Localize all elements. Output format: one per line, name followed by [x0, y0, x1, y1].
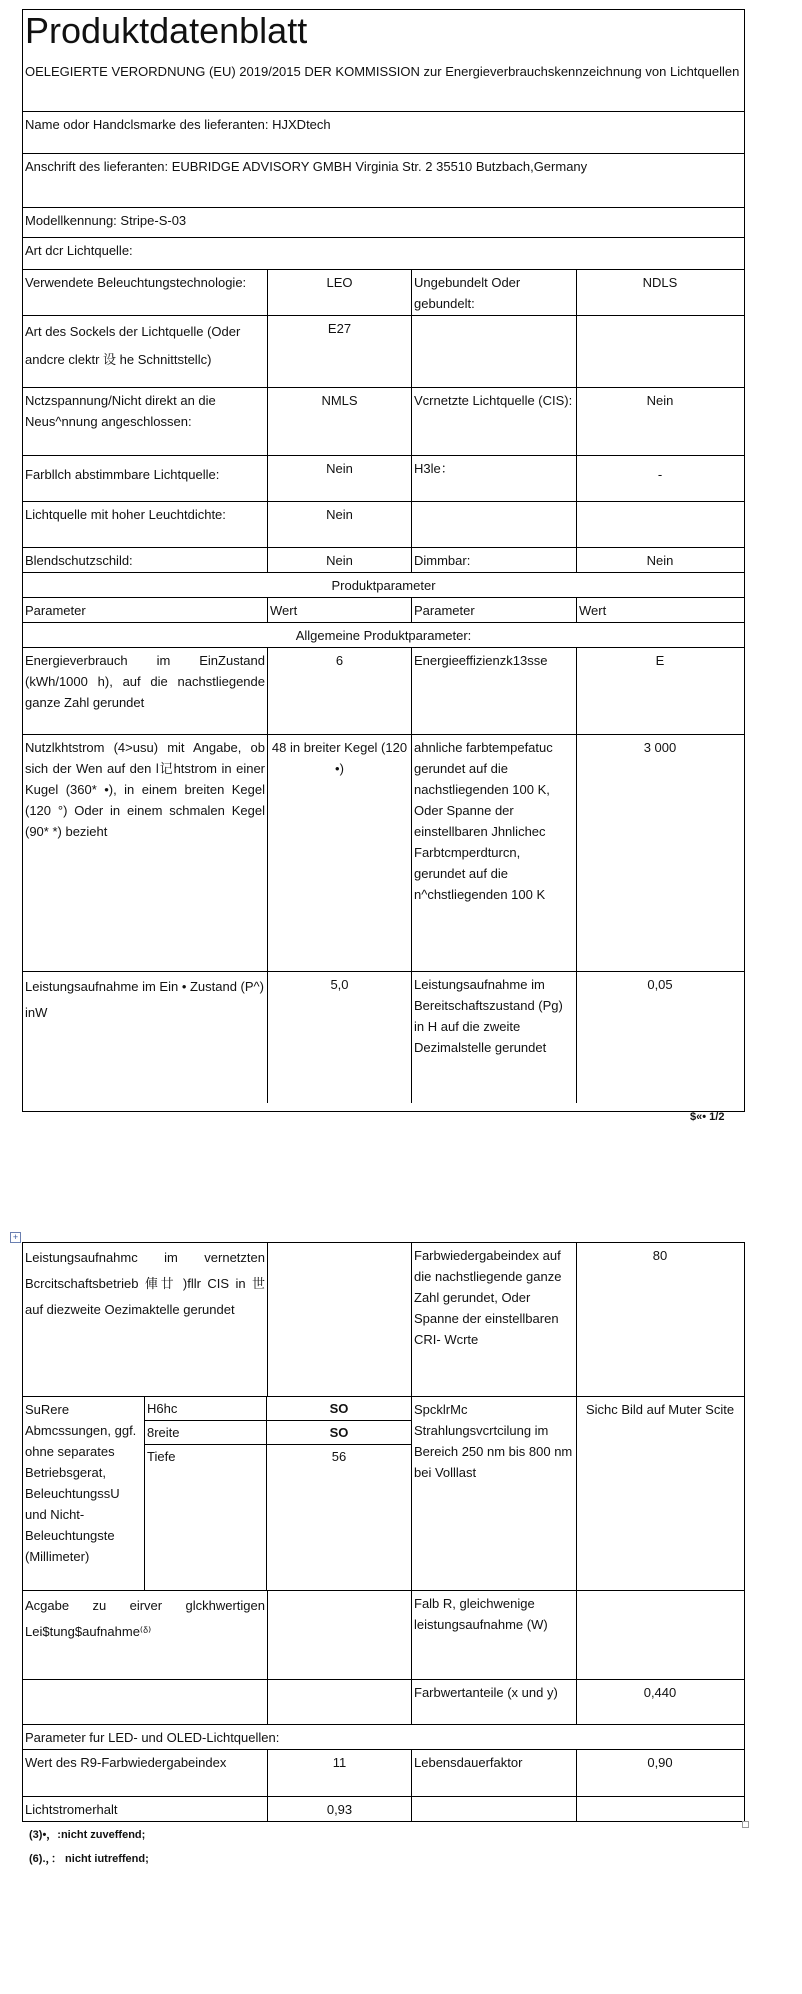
footnote-3: (3)•，:nicht zuveffend; [29, 1829, 146, 1841]
param-label: Energieeffizienzk13sse [412, 648, 577, 734]
param-label: Ungebundelt Oder gebundelt: [412, 270, 577, 315]
param-label: Art des Sockels der Lichtquelle (Oder andcre clektr 设 he Schnittstellc) [23, 316, 268, 387]
param-value: Nein [646, 553, 674, 568]
section-header-row [23, 622, 744, 647]
param-label [412, 1797, 577, 1821]
param-value [577, 1591, 743, 1679]
datasheet-page-2 [22, 1242, 745, 1822]
dim-label: 8reite [145, 1421, 267, 1444]
dim-value: SO [329, 1401, 349, 1416]
param-value: 5,0 [268, 972, 412, 1103]
param-label [412, 316, 577, 387]
section-led-params: Parameter fur LED- und OLED-Lichtquellen: [25, 1730, 280, 1745]
table-resize-handle[interactable] [742, 1821, 749, 1828]
param-value [577, 502, 743, 547]
table-row [23, 1796, 744, 1821]
param-value: 0,93 [268, 1797, 412, 1821]
move-anchor-icon[interactable]: + [10, 1232, 21, 1243]
param-value: 0,05 [647, 977, 673, 992]
param-value: 3 000 [643, 740, 677, 755]
table-row [23, 547, 744, 572]
title-row [23, 10, 744, 53]
param-label: Farbwiedergabeindex auf die nachstliegende ganze Zahl gerundet, Oder Spanne der einstellbaren CRI- Wcrte [412, 1243, 577, 1396]
param-value: E27 [268, 316, 412, 387]
table-row [23, 734, 744, 971]
page-title: Produktdatenblatt [25, 10, 308, 51]
param-value: Nein [268, 548, 412, 572]
section-produktparameter: Produktparameter [331, 578, 436, 593]
subtitle-row [23, 53, 744, 111]
footnote-6: (6).，： nicht iutreffend; [29, 1853, 149, 1865]
param-value [268, 1591, 412, 1679]
column-header-parameter: Parameter [412, 598, 577, 622]
table-row [23, 971, 744, 1103]
param-label: Lichtquelle mit hoher Leuchtdichte: [23, 502, 268, 547]
param-label: Falb R, gleichwenige leistungsaufnahme (W) [412, 1591, 577, 1679]
supplier-name-row [23, 111, 744, 153]
supplier-address: Anschrift des lieferanten: EUBRIDGE ADVISORY GMBH Virginia Str. 2 35510 Butzbach,Germany [25, 159, 588, 174]
param-value [268, 1243, 412, 1396]
param-label: Leistungsaufnahmc im vernetzten Bcrcitschaftsbetrieb 俥廿 )fllr CIS in 世 auf diezweite Oezimaktelle gerundet [23, 1243, 268, 1396]
param-value: 6 [268, 648, 412, 734]
dim-label: H6hc [145, 1397, 267, 1420]
supplier-address-row [23, 153, 744, 207]
dimensions-values [145, 1397, 412, 1590]
table-row [23, 455, 744, 501]
table-row [23, 269, 744, 315]
param-value: 0,440 [643, 1685, 677, 1700]
param-label: Blendschutzschild: [23, 548, 268, 572]
column-header-wert: Wert [579, 603, 607, 618]
dim-value: 56 [331, 1449, 347, 1464]
dimension-width [145, 1421, 411, 1445]
param-value: E [655, 653, 665, 668]
param-label: Lebensdauerfaktor [412, 1750, 577, 1796]
param-label: Leistungsaufnahme im Ein • Zustand (P^) inW [23, 972, 268, 1103]
param-value: Nein [268, 502, 412, 547]
dimensions-row [23, 1396, 744, 1590]
param-value: NMLS [268, 388, 412, 455]
section-header-row [23, 572, 744, 597]
table-row [23, 1679, 744, 1724]
param-label: Acgabe zu eirver glckhwertigen Lei$tung$aufnahme⁽ᵟ⁾ [23, 1591, 268, 1679]
param-value [577, 316, 743, 387]
param-label: Nctzspannung/Nicht direkt an die Neus^nnung angeschlossen: [23, 388, 268, 455]
column-header-wert: Wert [268, 598, 412, 622]
table-row [23, 647, 744, 734]
param-label: H3le： [412, 456, 577, 501]
param-value: 48 in breiter Kegel (120 •) [268, 735, 412, 971]
section-allgemeine: Allgemeine Produktparameter: [295, 628, 472, 643]
dimensions-label: SuRere Abmcssungen, ggf. ohne separates Betriebsgerat, BeleuchtungssU und Nicht-Beleuchtungste (Millimeter) [23, 1397, 145, 1590]
supplier-name: Name odor Handclsmarke des lieferanten: HJXDtech [25, 117, 331, 132]
param-value: Nein [268, 456, 412, 501]
param-label: Nutzlkhtstrom (4>usu) mit Angabe, ob sich der Wen auf den l记htstrom in einer Kugel (360* •), in einem breiten Kegel (120 °) Oder in einem schmalen Kegel (90* *) bezieht [23, 735, 268, 971]
source-type-row [23, 237, 744, 269]
param-value: 0,90 [647, 1755, 673, 1770]
param-value: LEO [268, 270, 412, 315]
dimension-height [145, 1397, 411, 1421]
section-header-row [23, 1724, 744, 1749]
source-type: Art dcr Lichtquelle: [25, 243, 133, 258]
param-label [23, 1680, 268, 1724]
param-label: ahnliche farbtempefatuc gerundet auf die nachstliegenden 100 K, Oder Spanne der einstellbaren Jhnlichec Farbtcmperdturcn, gerundet auf die n^chstliegenden 100 K [412, 735, 577, 971]
dim-label: Tiefe [145, 1445, 267, 1591]
param-value: Sichc Bild auf Muter Scite [585, 1402, 735, 1417]
param-label: Leistungsaufnahme im Bereitschaftszustand (Pg) in H auf die zweite Dezimalstelle gerundet [412, 972, 577, 1103]
model-id: Modellkennung: Stripe-S-03 [25, 213, 187, 228]
param-label: SpcklrMc Strahlungsvcrtcilung im Bereich 250 nm bis 800 nm bei Volllast [412, 1397, 577, 1590]
param-value: Nein [646, 393, 674, 408]
dimension-depth [145, 1445, 411, 1591]
table-row [23, 315, 744, 387]
regulation-subtitle: OELEGIERTE VERORDNUNG (EU) 2019/2015 DER KOMMISSION zur Energieverbrauchskennzeichnung von Lichtquellen [25, 64, 740, 79]
column-header-parameter: Parameter [23, 598, 268, 622]
param-value: NDLS [642, 275, 678, 290]
param-label: Farbllch abstimmbare Lichtquelle: [23, 456, 268, 501]
param-label: Wert des R9-Farbwiedergabeindex [23, 1750, 268, 1796]
param-value [268, 1680, 412, 1724]
param-label [412, 502, 577, 547]
datasheet-page-1 [22, 9, 745, 1112]
table-row [23, 1590, 744, 1679]
table-row [23, 501, 744, 547]
param-value: 11 [268, 1750, 412, 1796]
table-row [23, 387, 744, 455]
param-label: Lichtstromerhalt [23, 1797, 268, 1821]
page-number: $«• 1/2 [690, 1111, 725, 1123]
table-row [23, 1749, 744, 1796]
param-label: Dimmbar: [412, 548, 577, 572]
param-label: Farbwertanteile (x und y) [412, 1680, 577, 1724]
model-row [23, 207, 744, 237]
table-row [23, 1243, 744, 1396]
param-value: 80 [652, 1248, 668, 1263]
param-value: - [657, 467, 663, 482]
param-value [577, 1797, 743, 1821]
param-label: Vcrnetzte Lichtquelle (CIS): [412, 388, 577, 455]
dim-value: SO [329, 1425, 349, 1440]
param-label: Verwendete Beleuchtungstechnologie: [23, 270, 268, 315]
column-header-row [23, 597, 744, 622]
param-label: Energieverbrauch im EinZustand (kWh/1000 h), auf die nachstliegende ganze Zahl gerundet [23, 648, 268, 734]
